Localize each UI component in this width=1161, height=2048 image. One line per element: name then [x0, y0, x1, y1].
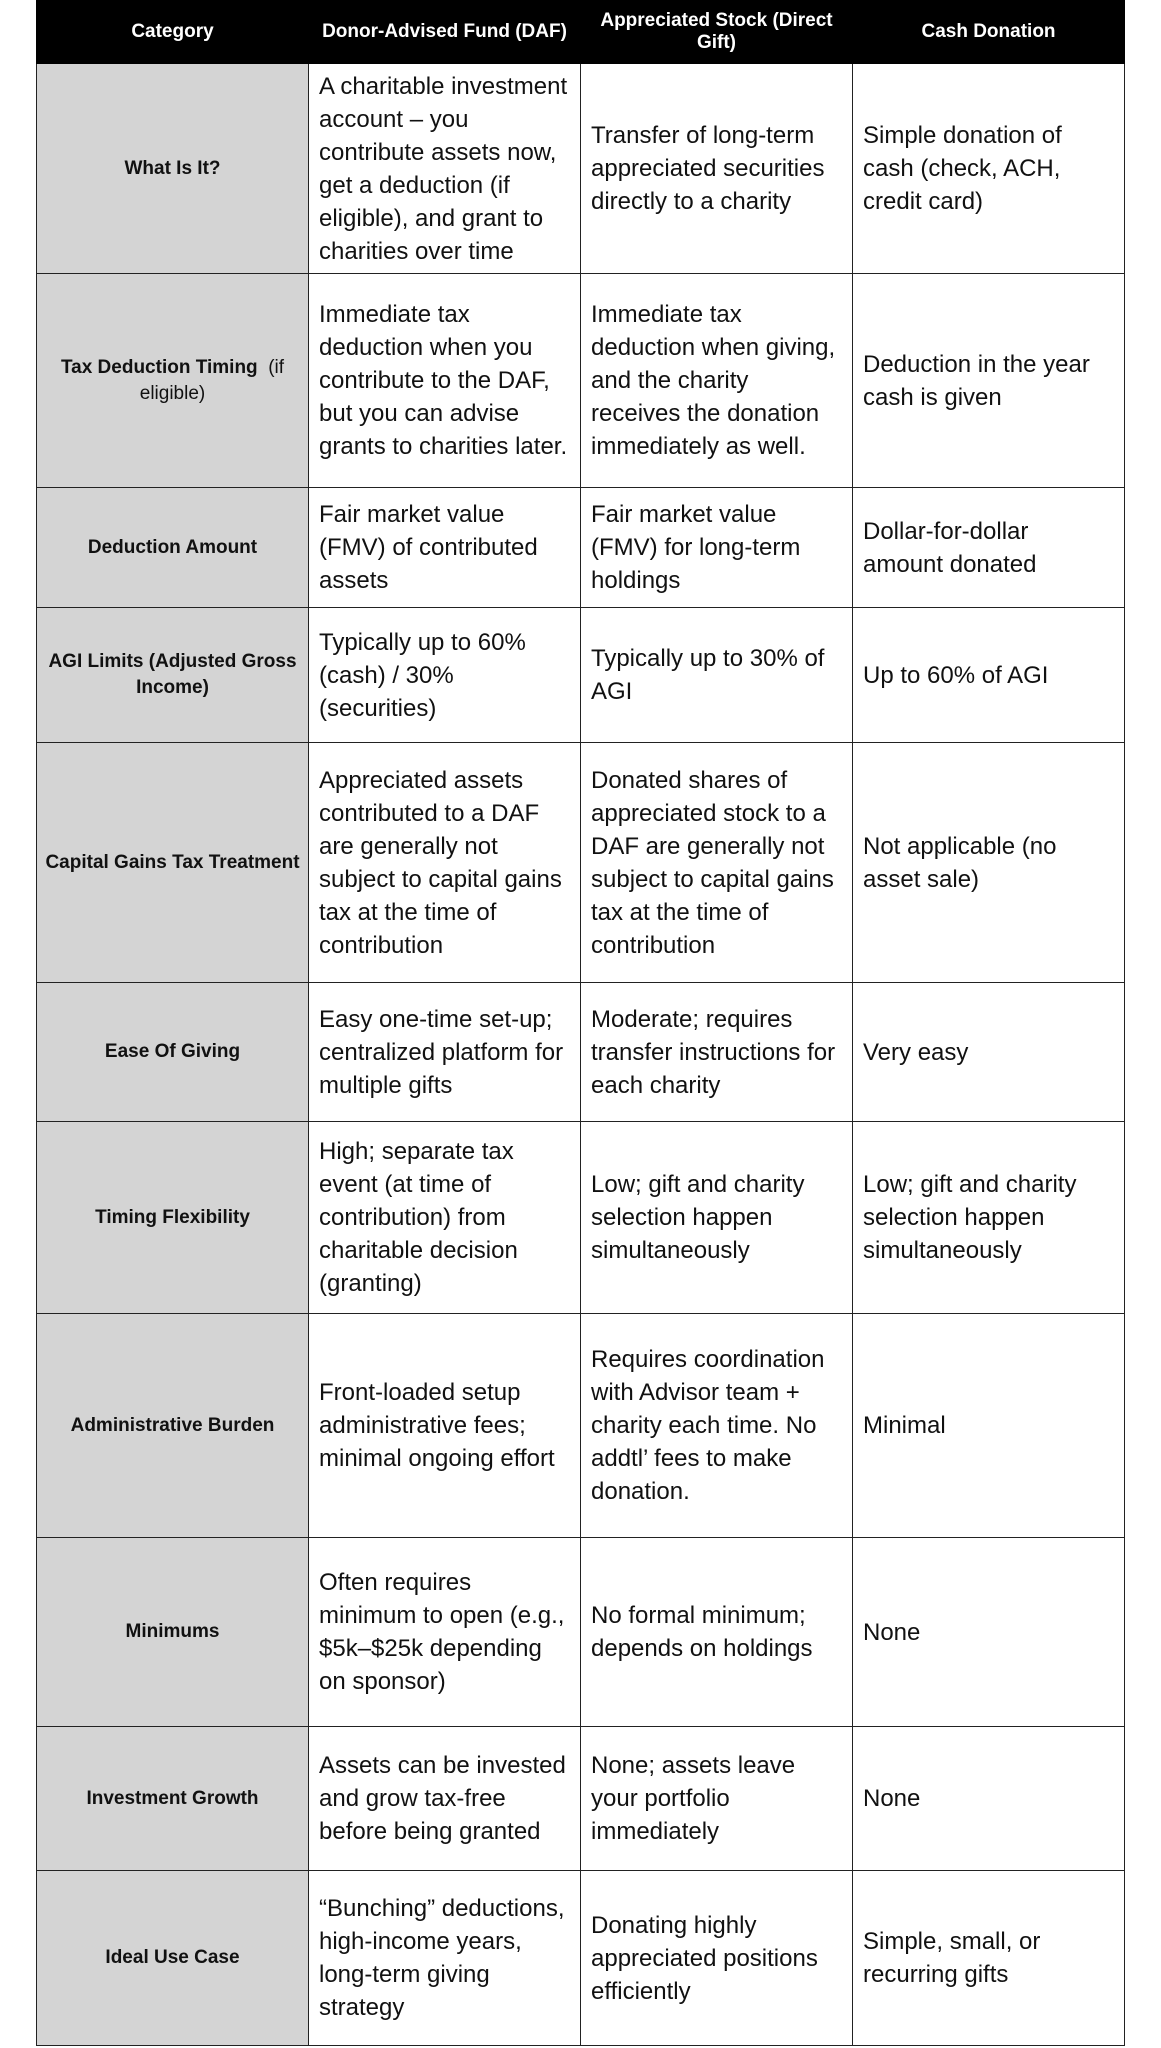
table-row — [37, 743, 1125, 983]
cash-cell: Simple donation of cash (check, ACH, credit card) — [853, 64, 1125, 274]
header-daf: Donor-Advised Fund (DAF) — [309, 1, 581, 64]
stock-cell: Donating highly appreciated positions efficiently — [581, 1871, 853, 2046]
stock-cell: Typically up to 30% of AGI — [581, 608, 853, 743]
row-category-label: What Is It? — [124, 157, 221, 179]
row-category-cell — [37, 64, 309, 274]
stock-cell: Fair market value (FMV) for long-term holdings — [581, 488, 853, 608]
daf-cell: Assets can be invested and grow tax-free before being granted — [309, 1727, 581, 1871]
row-category-cell — [37, 1871, 309, 2046]
table-row — [37, 983, 1125, 1122]
table-row — [37, 64, 1125, 274]
stock-cell: Low; gift and charity selection happen simultaneously — [581, 1122, 853, 1314]
table-body — [37, 64, 1125, 2046]
header-row — [37, 1, 1125, 64]
row-category-cell — [37, 743, 309, 983]
header-cash-donation: Cash Donation — [853, 1, 1125, 64]
row-category-label: Deduction Amount — [87, 536, 258, 558]
daf-cell: Easy one-time set-up; centralized platform for multiple gifts — [309, 983, 581, 1122]
table-row — [37, 1727, 1125, 1871]
header-appreciated-stock: Appreciated Stock (Direct Gift) — [581, 1, 853, 64]
row-category-cell — [37, 608, 309, 743]
row-category-label: Administrative Burden — [70, 1414, 275, 1436]
row-category-cell — [37, 983, 309, 1122]
row-category-label: Ideal Use Case — [105, 1947, 240, 1968]
daf-cell: Immediate tax deduction when you contribute to the DAF, but you can advise grants to charities later. — [309, 274, 581, 488]
cash-cell: Low; gift and charity selection happen simultaneously — [853, 1122, 1125, 1314]
daf-cell: Appreciated assets contributed to a DAF are generally not subject to capital gains tax at the time of contribution — [309, 743, 581, 983]
row-category-label: AGI Limits (Adjusted Gross Income) — [48, 651, 297, 698]
cash-cell: Not applicable (no asset sale) — [853, 743, 1125, 983]
row-category-note: (if eligible) — [139, 356, 285, 404]
cash-cell: Simple, small, or recurring gifts — [853, 1871, 1125, 2046]
daf-cell: Often requires minimum to open (e.g., $5k–$25k depending on sponsor) — [309, 1538, 581, 1727]
cash-cell: Dollar-for-dollar amount donated — [853, 488, 1125, 608]
daf-cell: “Bunching” deductions, high-income years, long-term giving strategy — [309, 1871, 581, 2046]
row-category-label: Minimums — [125, 1621, 220, 1642]
cash-cell: Up to 60% of AGI — [853, 608, 1125, 743]
table-row — [37, 274, 1125, 488]
row-category-cell — [37, 488, 309, 608]
stock-cell: Transfer of long-term appreciated securities directly to a charity — [581, 64, 853, 274]
row-category-cell — [37, 1727, 309, 1871]
cash-cell: Very easy — [853, 983, 1125, 1122]
row-category-label: Timing Flexibility — [95, 1206, 250, 1228]
table-header — [37, 1, 1125, 64]
cash-cell: Minimal — [853, 1314, 1125, 1538]
row-category-label: Ease Of Giving — [104, 1041, 241, 1062]
stock-cell: Requires coordination with Advisor team + charity each time. No addtl’ fees to make donation. — [581, 1314, 853, 1538]
table-row — [37, 488, 1125, 608]
table-row — [37, 1314, 1125, 1538]
stock-cell: No formal minimum; depends on holdings — [581, 1538, 853, 1727]
stock-cell: Immediate tax deduction when giving, and the charity receives the donation immediately as well. — [581, 274, 853, 488]
stock-cell: Moderate; requires transfer instructions for each charity — [581, 983, 853, 1122]
giving-comparison-table — [36, 0, 1125, 2046]
row-category-cell — [37, 1122, 309, 1314]
row-category-cell — [37, 1314, 309, 1538]
daf-cell: High; separate tax event (at time of contribution) from charitable decision (granting) — [309, 1122, 581, 1314]
table-row — [37, 1538, 1125, 1727]
stock-cell: Donated shares of appreciated stock to a DAF are generally not subject to capital gains tax at the time of contribution — [581, 743, 853, 983]
table-row — [37, 1122, 1125, 1314]
daf-cell: A charitable investment account – you contribute assets now, get a deduction (if eligible), and grant to charities over time — [309, 64, 581, 274]
row-category-label: Investment Growth — [86, 1787, 259, 1809]
daf-cell: Typically up to 60% (cash) / 30% (securities) — [309, 608, 581, 743]
cash-cell: Deduction in the year cash is given — [853, 274, 1125, 488]
daf-cell: Fair market value (FMV) of contributed assets — [309, 488, 581, 608]
stock-cell: None; assets leave your portfolio immediately — [581, 1727, 853, 1871]
daf-cell: Front-loaded setup administrative fees; minimal ongoing effort — [309, 1314, 581, 1538]
table-row — [37, 1871, 1125, 2046]
cash-cell: None — [853, 1727, 1125, 1871]
row-category-label: Capital Gains Tax Treatment — [45, 851, 300, 873]
table-row — [37, 608, 1125, 743]
cash-cell: None — [853, 1538, 1125, 1727]
row-category-cell — [37, 1538, 309, 1727]
row-category-cell — [37, 274, 309, 488]
row-category-label: Tax Deduction Timing — [60, 356, 258, 378]
header-category: Category — [37, 1, 309, 64]
